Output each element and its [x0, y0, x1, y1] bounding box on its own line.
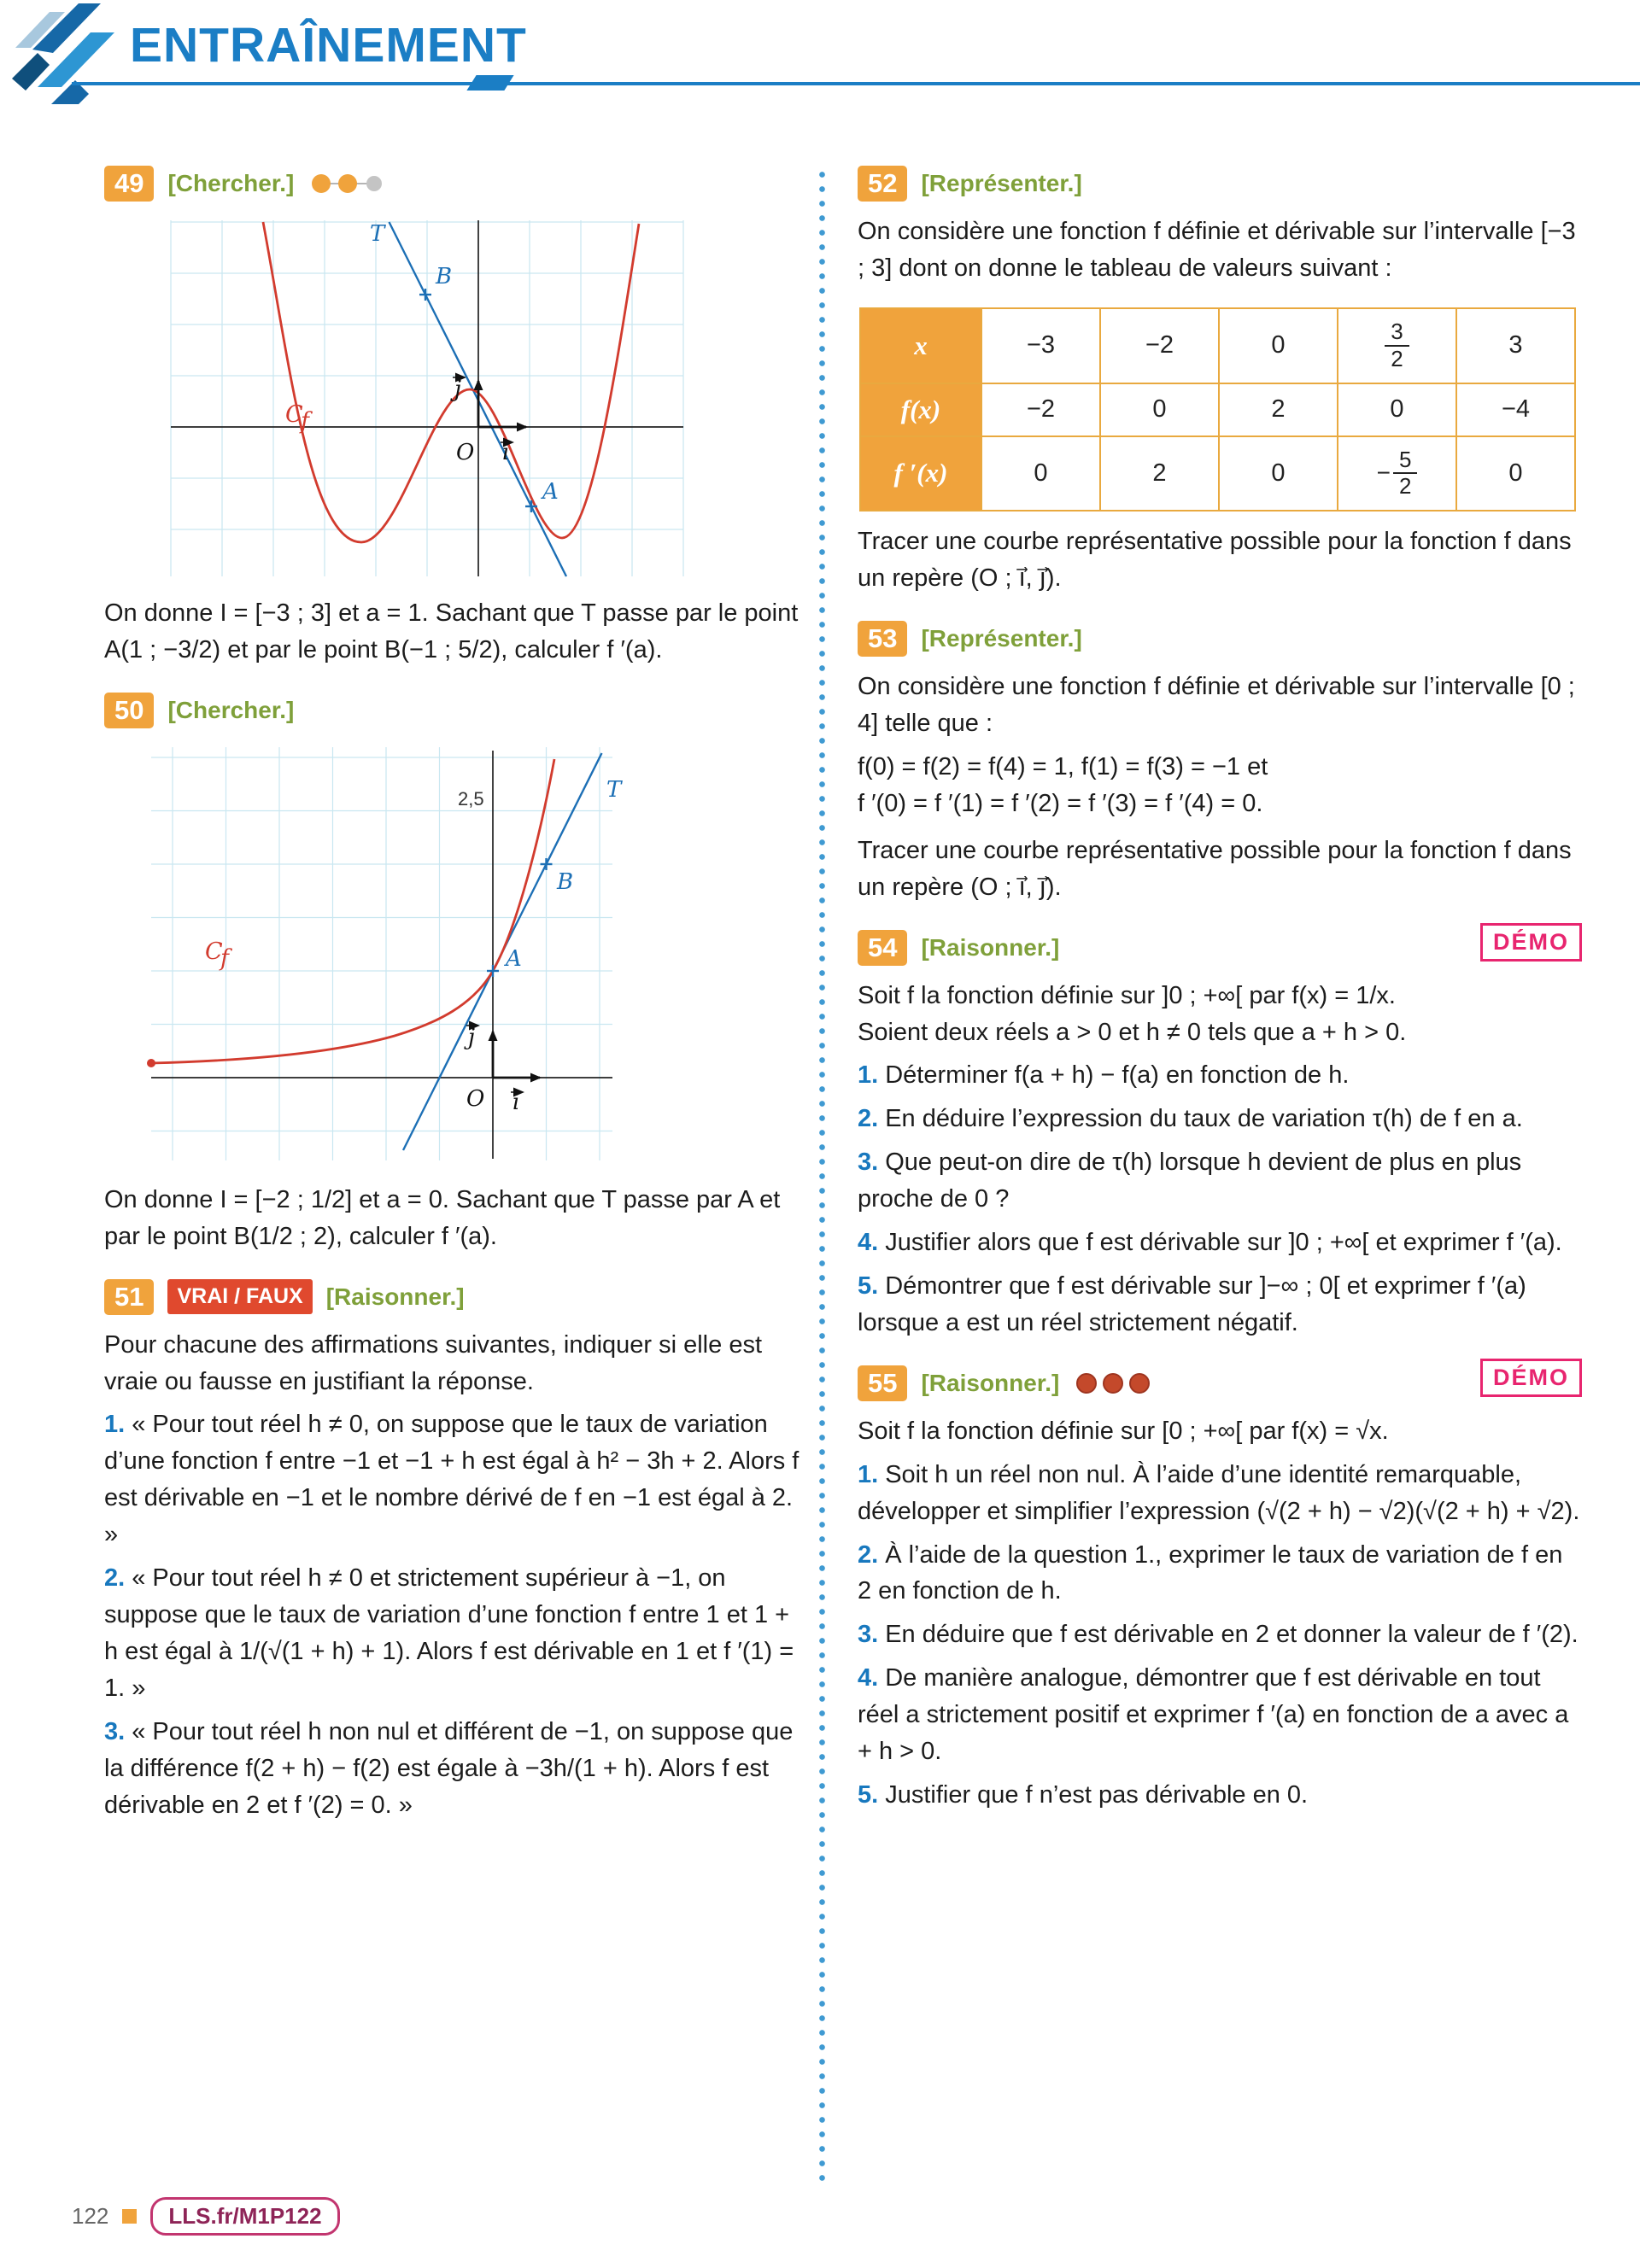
point-B-marker [419, 289, 431, 301]
question-item [858, 1268, 1582, 1342]
difficulty-dot [1130, 1374, 1149, 1393]
table-cell: 0 [1456, 436, 1575, 511]
table-cell: 0 [981, 436, 1100, 511]
lesson-link-badge[interactable]: LLS.fr/M1P122 [150, 2197, 339, 2236]
demo-badge: DÉMO [1480, 1359, 1582, 1397]
label-j: j [454, 377, 462, 402]
question-number: 1. [858, 1460, 879, 1488]
table-cell: −4 [1456, 383, 1575, 436]
exercise-49 [104, 166, 803, 669]
exercise-statement: On donne I = [−2 ; 1/2] et a = 0. Sachant que T passe par A et par le point B(1/2 ; 2), calculer f ′(a). [104, 1185, 781, 1250]
question-text: À l’aide de la question 1., exprimer le taux de variation de f en 2 en fonction de h. [858, 1540, 1563, 1605]
question-item [858, 1057, 1582, 1094]
header-rule-notch [466, 75, 513, 91]
table-cell: 0 [1219, 308, 1338, 383]
question-number: 5. [858, 1780, 879, 1809]
label-Cf-sub: f [301, 408, 309, 435]
brand-logo [10, 3, 121, 104]
label-B: B [557, 868, 574, 895]
page-title: ENTRAÎNEMENT [130, 18, 527, 73]
exercise-55 [858, 1365, 1582, 1814]
row-header-fx: f(x) [860, 383, 981, 436]
difficulty-dots [309, 172, 386, 196]
exercise-54-header [858, 930, 1582, 966]
question-item [858, 1660, 1582, 1770]
exercise-50-header [104, 693, 803, 728]
footer-square-icon [122, 2209, 137, 2224]
question-item [858, 1457, 1582, 1530]
question-text: En déduire l’expression du taux de variation τ(h) de f en a. [885, 1105, 1523, 1133]
label-Cf-sub: f [220, 944, 229, 972]
table-cell-fraction: $\frac{3}{2}$ [1338, 308, 1456, 383]
table-cell: 2 [1219, 383, 1338, 436]
question-text: Déterminer f(a + h) − f(a) en fonction de h. [885, 1061, 1350, 1090]
exercise-skill-tag: [Chercher.] [167, 696, 295, 723]
exercise-line: On considère une fonction f définie et dérivable sur l’intervalle [0 ; 4] telle que : [858, 673, 1575, 738]
label-i: i [502, 440, 510, 465]
label-B: B [436, 264, 453, 289]
row-header-x: x [860, 308, 981, 383]
table-cell: −2 [981, 383, 1100, 436]
difficulty-dot [1077, 1374, 1096, 1393]
exercise-number-badge: 54 [858, 930, 907, 966]
label-j: j [468, 1024, 476, 1050]
question-number: 1. [858, 1061, 879, 1090]
label-A: A [542, 479, 559, 505]
exercise-intro: Soit f la fonction définie sur ]0 ; +∞[ par f(x) = 1/x. [858, 981, 1396, 1009]
exercise-intro: Pour chacune des affirmations suivantes, indiquer si elle est vraie ou fausse en justifiant la réponse. [104, 1330, 763, 1395]
table-cell: 0 [1338, 383, 1456, 436]
exercise-number-badge: 50 [104, 693, 154, 728]
exercise-49-header [104, 166, 803, 202]
exercise-skill-tag: [Raisonner.] [921, 933, 1060, 961]
question-text: « Pour tout réel h ≠ 0 et strictement supérieur à −1, on suppose que le taux de variation d’une fonction f entre 1 et 1 + h est égal à 1/(√(1 + h) + 1). Alors f est dérivable en 1 et f ′(1) = 1. » [104, 1564, 794, 1702]
table-row-x [860, 308, 1575, 383]
exercise-skill-tag: [Raisonner.] [325, 1283, 465, 1310]
exercise-number-badge: 52 [858, 166, 907, 202]
question-number: 5. [858, 1271, 879, 1300]
exercise-number-badge: 51 [104, 1279, 154, 1315]
question-number: 3. [104, 1717, 126, 1745]
question-number: 2. [858, 1540, 879, 1569]
exercise-53-header [858, 621, 1582, 657]
question-number: 3. [858, 1621, 879, 1649]
question-number: 4. [858, 1229, 879, 1257]
function-graph-50 [138, 740, 651, 1167]
difficulty-dot [338, 174, 357, 193]
grid-lines [171, 220, 683, 576]
column-separator [818, 167, 826, 2183]
exercise-skill-tag: [Représenter.] [921, 625, 1082, 652]
table-row-fx [860, 383, 1575, 436]
table-cell: 2 [1100, 436, 1219, 511]
ytick-2-5: 2,5 [458, 787, 484, 810]
header-rule [72, 82, 1640, 85]
question-item [104, 1714, 803, 1824]
exercise-intro: Soit f la fonction définie sur [0 ; +∞[ par f(x) = √x. [858, 1417, 1389, 1445]
exercise-number-badge: 49 [104, 166, 154, 202]
point-A-marker [525, 500, 537, 512]
label-O: O [466, 1085, 485, 1112]
question-text: « Pour tout réel h ≠ 0, on suppose que le taux de variation d’une fonction f entre −1 et −1 + h est égal à h² − 3h + 2. Alors f est dérivable en −1 et le nombre dérivé de f en −1 est égal à 2. » [104, 1411, 800, 1549]
values-table [859, 307, 1576, 512]
exercise-intro: On considère une fonction f définie et dérivable sur l’intervalle [−3 ; 3] dont on donne le tableau de valeurs suivant : [858, 218, 1576, 282]
label-T: T [606, 776, 622, 803]
exercise-55-header [858, 1365, 1582, 1401]
table-row-fpx [860, 436, 1575, 511]
page-footer [72, 2197, 340, 2236]
exercise-intro: Soient deux réels a > 0 et h ≠ 0 tels que a + h > 0. [858, 1018, 1407, 1046]
left-column [104, 161, 803, 1830]
right-column [858, 161, 1582, 1821]
question-item [104, 1406, 803, 1553]
exercise-skill-tag: [Raisonner.] [921, 1369, 1060, 1396]
label-Cf: C [205, 938, 223, 965]
row-header-fpx: f ′(x) [860, 436, 981, 511]
page-number: 122 [72, 2203, 109, 2229]
question-number: 1. [104, 1411, 126, 1439]
exercise-54 [858, 930, 1582, 1342]
question-text: Que peut-on dire de τ(h) lorsque h devient de plus en plus proche de 0 ? [858, 1149, 1522, 1213]
demo-badge: DÉMO [1480, 923, 1582, 962]
difficulty-dot [312, 174, 331, 193]
table-cell: −3 [981, 308, 1100, 383]
exercise-50 [104, 693, 803, 1255]
label-i: i [512, 1089, 520, 1115]
table-cell: −2 [1100, 308, 1219, 383]
exercise-skill-tag: [Représenter.] [921, 170, 1082, 196]
exercise-52 [858, 166, 1582, 597]
question-number: 2. [104, 1564, 126, 1593]
question-text: Démontrer que f est dérivable sur ]−∞ ; 0[ et exprimer f ′(a) lorsque a est un réel strictement négatif. [858, 1271, 1526, 1336]
question-item [858, 1144, 1582, 1218]
exercise-number-badge: 55 [858, 1365, 907, 1401]
question-item [858, 1537, 1582, 1610]
function-graph-49 [161, 213, 690, 581]
question-text: Justifier alors que f est dérivable sur ]0 ; +∞[ et exprimer f ′(a). [885, 1229, 1562, 1257]
exercise-number-badge: 53 [858, 621, 907, 657]
question-text: Justifier que f n’est pas dérivable en 0. [885, 1780, 1309, 1809]
question-text: En déduire que f est dérivable en 2 et donner la valeur de f ′(2). [885, 1621, 1578, 1649]
difficulty-dot [1104, 1374, 1122, 1393]
question-number: 3. [858, 1149, 879, 1177]
exercise-line: Tracer une courbe représentative possible pour la fonction f dans un repère (O ; i⃗, j⃗). [858, 836, 1572, 901]
question-number: 4. [858, 1664, 879, 1692]
exercise-outro: Tracer une courbe représentative possible pour la fonction f dans un repère (O ; i⃗, j⃗). [858, 528, 1572, 593]
label-A: A [506, 945, 522, 972]
exercise-53 [858, 621, 1582, 905]
question-item [858, 1101, 1582, 1137]
exercise-skill-tag: [Chercher.] [167, 170, 295, 196]
table-cell-fraction: − $\frac{5}{2}$ [1338, 436, 1456, 511]
label-O: O [456, 440, 475, 465]
question-item [104, 1560, 803, 1707]
exercise-line: f ′(0) = f ′(1) = f ′(2) = f ′(3) = f ′(4) = 0. [858, 789, 1263, 817]
question-text: Soit h un réel non nul. À l’aide d’une identité remarquable, développer et simplifier l’expression (√(2 + h) − √2)(√(2 + h) + √2). [858, 1460, 1580, 1525]
exercise-51-header [104, 1279, 803, 1315]
exercise-line: f(0) = f(2) = f(4) = 1, f(1) = f(3) = −1 et [858, 753, 1268, 780]
question-item [858, 1225, 1582, 1261]
label-Cf: C [285, 401, 303, 428]
table-cell: 3 [1456, 308, 1575, 383]
question-text: « Pour tout réel h non nul et différent de −1, on suppose que la différence f(2 + h) − f(2) est égale à −3h/(1 + h). Alors f est dérivable en 2 et f ′(2) = 0. » [104, 1717, 794, 1819]
table-cell: 0 [1100, 383, 1219, 436]
curve-Cf [151, 759, 554, 1063]
difficulty-dot [366, 176, 382, 191]
exercise-statement: On donne I = [−3 ; 3] et a = 1. Sachant que T passe par le point A(1 ; −3/2) et par le point B(−1 ; 5/2), calculer f ′(a). [104, 599, 799, 663]
point-B-marker [541, 858, 553, 870]
point-A-marker [487, 965, 499, 977]
table-cell: 0 [1219, 436, 1338, 511]
exercise-51 [104, 1279, 803, 1824]
curve-endpoint-dot [147, 1059, 155, 1067]
question-text: De manière analogue, démontrer que f est dérivable en tout réel a strictement positif et exprimer f ′(a) en fonction de a avec a + h > 0. [858, 1664, 1569, 1766]
difficulty-dots [1075, 1371, 1151, 1395]
question-number: 2. [858, 1105, 879, 1133]
vrai-faux-badge: VRAI / FAUX [167, 1279, 312, 1314]
label-T: T [370, 221, 385, 247]
question-item [858, 1616, 1582, 1653]
exercise-52-header [858, 166, 1582, 202]
question-item [858, 1777, 1582, 1814]
